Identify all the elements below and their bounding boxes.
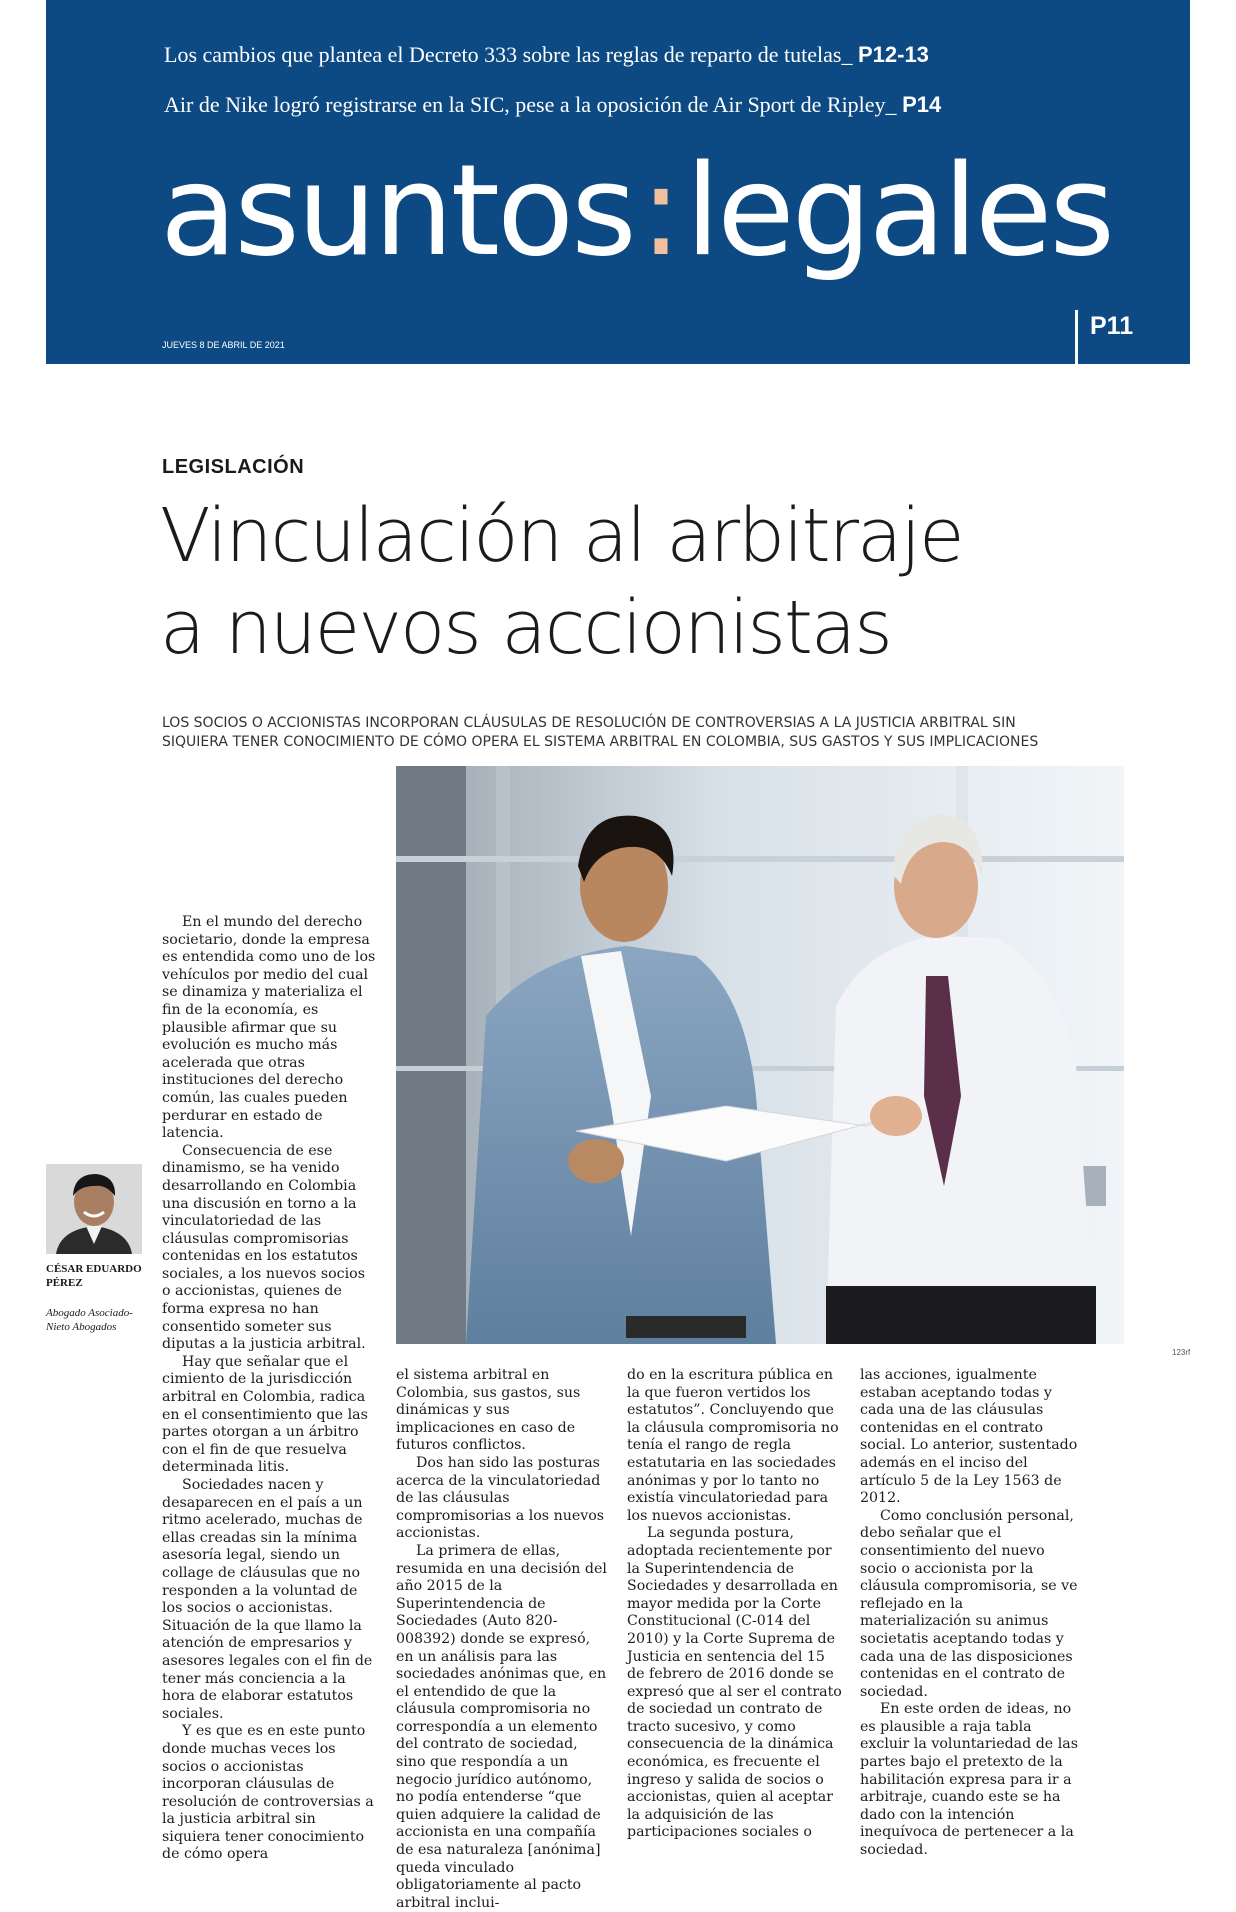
issue-date: JUEVES 8 DE ABRIL DE 2021: [162, 340, 285, 350]
publication-logo: [160, 137, 1113, 284]
body-column-4: [860, 1367, 1078, 1860]
headline-line-1: Vinculación al arbitraje: [160, 493, 963, 579]
headline-line-2: a nuevos accionistas: [160, 585, 891, 671]
teaser-link-decreto[interactable]: [164, 42, 929, 68]
author-avatar: [46, 1164, 142, 1254]
paragraph: do en la escritura pública en la que fueron vertidos los estatutos”. Concluyendo que la cláusula compromisoria no tenía el rango de regla estatutaria en las sociedades anónimas y por lo tanto no existía vinculatoriedad para los nuevos accionistas.: [627, 1367, 839, 1524]
paragraph: En el mundo del derecho societario, donde la empresa es entendida como uno de los vehículos por medio del cual se dinamiza y materializa el fin de la economía, es plausible afirmar que su evolución es mucho más acelerada que otras instituciones del derecho común, las cuales pueden perdurar en estado de latencia.: [162, 914, 376, 1142]
page-number: P11: [1090, 312, 1134, 340]
body-column-1: [162, 914, 376, 1864]
paragraph: Consecuencia de ese dinamismo, se ha venido desarrollando en Colombia una discusión en torno a la vinculatoriedad de las cláusulas compromisorias contenidas en los estatutos sociales, a los nuevos socios o accionistas, quienes de forma expresa no han consentido someter sus diputas a la justicia arbitral.: [162, 1142, 366, 1353]
article-photo: [396, 766, 1124, 1344]
teaser-link-nike[interactable]: [164, 92, 941, 118]
paragraph: Como conclusión personal, debo señalar que el consentimiento del nuevo socio o accionista por la cláusula compromisoria, se ve reflejado en la materialización su animus societatis aceptando todas y cada una de las disposiciones contenidas en el contrato de sociedad.: [860, 1507, 1078, 1700]
author-name: CÉSAR EDUARDO PÉREZ: [46, 1263, 142, 1289]
teaser-page-ref: P14: [902, 92, 942, 117]
paragraph: el sistema arbitral en Colombia, sus gastos, sus dinámicas y sus implicaciones en caso de futuros conflictos.: [396, 1367, 581, 1454]
page-number-box: [1075, 310, 1190, 364]
section-label: LEGISLACIÓN: [162, 456, 305, 478]
article-dek: LOS SOCIOS O ACCIONISTAS INCORPORAN CLÁUSULAS DE RESOLUCIÓN DE CONTROVERSIAS A LA JUSTICIA ARBITRAL SIN SIQUIERA TENER CONOCIMIENTO DE CÓMO OPERA EL SISTEMA ARBITRAL EN COLOMBIA, SUS GASTOS Y SUS IMPLICACIONES: [162, 715, 1039, 750]
masthead: [46, 0, 1190, 364]
author-portrait-icon: [46, 1164, 142, 1254]
teaser-page-ref: P12-13: [857, 42, 929, 67]
paragraph: Sociedades nacen y desaparecen en el país a un ritmo acelerado, muchas de ellas creadas sin la mínima asesoría legal, siendo un collage de cláusulas que no responden a la voluntad de los socios o accionistas. Situación de la que llamo la atención de empresarios y asesores legales con el fin de tener más conciencia a la hora de elaborar estatutos sociales.: [162, 1477, 373, 1722]
teaser-text: Los cambios que plantea el Decreto 333 sobre las reglas de reparto de tutelas_: [164, 42, 853, 67]
paragraph: Y es que es en este punto donde muchas veces los socios o accionistas incorporan cláusulas de resolución de controversias a la justicia arbitral sin siquiera tener conocimiento de cómo opera: [162, 1723, 374, 1863]
article-headline: [160, 490, 1120, 674]
businessmen-photo-illustration: [396, 766, 1124, 1344]
paragraph: En este orden de ideas, no es plausible a raja tabla excluir la voluntariedad de las partes bajo el pretexto de la habilitación expresa para ir a arbitraje, cuando este se ha dado con la intención inequívoca de pertenecer a la sociedad.: [860, 1701, 1078, 1859]
paragraph: La segunda postura, adoptada recientemente por la Superintendencia de Sociedades y desarrollada en mayor medida por la Corte Constitucional (C-014 del 2010) y la Corte Suprema de Justicia en sentencia del 15 de febrero de 2016 donde se expresó que al ser el contrato de sociedad un contrato de tracto sucesivo, y como consecuencia de la dinámica económica, es frecuente el ingreso y salida de socios o accionistas, quien al aceptar la adquisición de las participaciones sociales o: [627, 1525, 842, 1841]
logo-colon: :: [639, 137, 680, 284]
paragraph: Dos han sido las posturas acerca de la vinculatoriedad de las cláusulas compromisorias a los nuevos accionistas.: [396, 1454, 605, 1542]
paragraph: La primera de ellas, resumida en una decisión del año 2015 de la Superintendencia de Sociedades (Auto 820-008392) donde se expresó, en un análisis para las sociedades anónimas que, en el entendido de que la cláusula compromisoria no correspondía a un elemento del contrato de sociedad, sino que respondía a un negocio jurídico autónomo, no podía entenderse “que quien adquiere la calidad de accionista en una compañía de esa naturaleza [anónima] queda vinculado obligatoriamente al pacto arbitral inclui-: [396, 1542, 607, 1911]
paragraph: las acciones, igualmente estaban aceptando todas y cada una de las cláusulas contenidas en el contrato social. Lo anterior, sustentado además en el inciso del artículo 5 de la Ley 1563 de 2012.: [860, 1367, 1078, 1507]
photo-credit: 123rf: [1172, 1348, 1191, 1357]
logo-word-legales: legales: [685, 137, 1113, 284]
paragraph: Hay que señalar que el cimiento de la jurisdicción arbitral en Colombia, radica en el consentimiento que las partes otorgan a un árbitro con el fin de que resuelva determinada litis.: [162, 1353, 368, 1476]
logo-word-asuntos: asuntos: [160, 137, 634, 284]
author-role: Abogado Asociado-Nieto Abogados: [46, 1307, 133, 1333]
body-column-2: [396, 1367, 610, 1912]
body-column-3: [627, 1367, 843, 1842]
teaser-text: Air de Nike logró registrarse en la SIC, pese a la oposición de Air Sport de Ripley_: [164, 92, 897, 117]
